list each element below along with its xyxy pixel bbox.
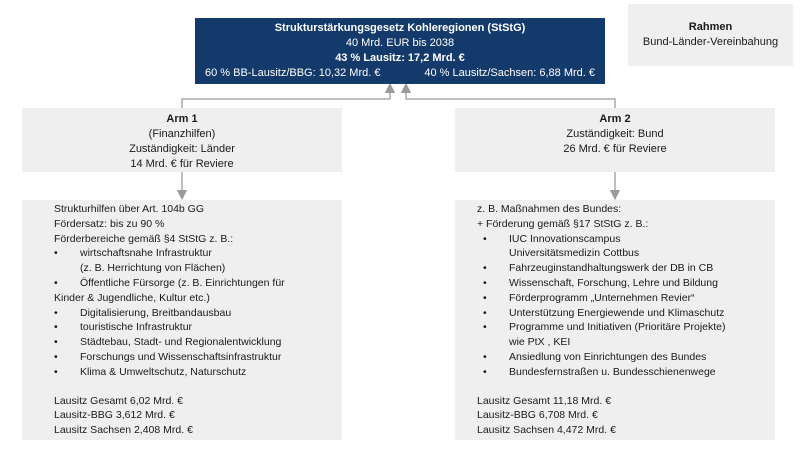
rahmen-text: Bund-Länder-Vereinbahung xyxy=(642,36,779,48)
list-item: • Programme und Initiativen (Prioritäre Projekte) xyxy=(483,321,726,334)
list-item: • Bundesfernstraßen u. Bundesschienenwege xyxy=(483,365,716,378)
arm1-box xyxy=(22,108,342,172)
list-item: • Ansiedlung von Einrichtungen des Bundes xyxy=(483,350,707,363)
arm1-intro-2: Fördersatz: bis zu 90 % xyxy=(54,217,165,230)
list-item: • Förderprogramm „Unternehmen Revier“ xyxy=(483,291,695,304)
ststg-total: 40 Mrd. EUR bis 2038 xyxy=(345,37,455,49)
list-item-continuation: wie PtX , KEI xyxy=(509,336,571,349)
arm1-total-sachsen: Lausitz Sachsen 2,408 Mrd. € xyxy=(54,424,193,437)
arm1-intro-1: Strukturhilfen über Art. 104b GG xyxy=(54,203,204,215)
arm2-total-bbg: Lausitz-BBG 6,708 Mrd. € xyxy=(477,409,598,422)
ststg-bb-share: 60 % BB-Lausitz/BBG: 10,32 Mrd. € xyxy=(205,67,381,79)
ststg-title: Strukturstärkungsgesetz Kohleregionen (StStG) xyxy=(274,22,526,34)
list-item: • touristische Infrastruktur xyxy=(54,321,193,334)
arm2-title: Arm 2 xyxy=(599,113,631,125)
list-item: • IUC Innovationscampus xyxy=(483,232,621,245)
arm1-line3: 14 Mrd. € für Reviere xyxy=(130,158,234,170)
list-item: • Digitalisierung, Breitbandausbau xyxy=(54,306,232,319)
arm2-line1: Zuständigkeit: Bund xyxy=(566,128,664,140)
list-item: • Fahrzeuginstandhaltungswerk der DB in CB xyxy=(483,262,714,275)
list-item-continuation: Kinder & Jugendliche, Kultur etc.) xyxy=(54,291,210,304)
list-item: • Forschungs und Wissenschaftsinfrastruktur xyxy=(54,350,282,363)
list-item: • Öffentliche Fürsorge (z. B. Einrichtungen für xyxy=(54,276,285,289)
list-item: • wirtschaftsnahe Infrastruktur xyxy=(54,247,212,260)
rahmen-box xyxy=(628,4,793,66)
connector-arm2-to-top xyxy=(406,88,615,108)
arm2-total-sachsen: Lausitz Sachsen 4,472 Mrd. € xyxy=(477,424,616,437)
arm2-intro-1: z. B. Maßnahmen des Bundes: xyxy=(477,203,622,215)
arm1-title: Arm 1 xyxy=(166,113,198,125)
arm2-total-gesamt: Lausitz Gesamt 11,18 Mrd. € xyxy=(477,394,612,407)
ststg-sachsen-share: 40 % Lausitz/Sachsen: 6,88 Mrd. € xyxy=(424,67,595,79)
arm2-details-box xyxy=(455,200,775,440)
list-item: • Klima & Umweltschutz, Naturschutz xyxy=(54,365,247,378)
arm2-line2: 26 Mrd. € für Reviere xyxy=(563,143,667,155)
arm2-box xyxy=(455,108,775,172)
list-item: • Unterstützung Energiewende und Klimaschutz xyxy=(483,306,725,319)
arm1-intro-3: Förderbereiche gemäß §4 StStG z. B.: xyxy=(54,232,234,245)
arm1-total-gesamt: Lausitz Gesamt 6,02 Mrd. € xyxy=(54,394,183,407)
list-item: • Städtebau, Stadt- und Regionalentwicklung xyxy=(54,336,282,349)
list-item-continuation: Universitätsmedizin Cottbus xyxy=(509,247,640,260)
arm1-details-box xyxy=(22,200,342,440)
ststg-header-box xyxy=(195,18,605,84)
list-item-continuation: (z. B. Herrichtung von Flächen) xyxy=(80,262,226,275)
arm1-line2: Zuständigkeit: Länder xyxy=(129,143,235,155)
rahmen-title: Rahmen xyxy=(688,21,733,33)
list-item: • Wissenschaft, Forschung, Lehre und Bildung xyxy=(483,276,718,289)
ststg-lausitz-share: 43 % Lausitz: 17,2 Mrd. € xyxy=(335,52,465,64)
arm1-total-bbg: Lausitz-BBG 3,612 Mrd. € xyxy=(54,409,175,422)
arm2-intro-2: + Förderung gemäß §17 StStG z. B.: xyxy=(477,217,649,230)
connector-arm1-to-top xyxy=(182,88,390,108)
arm1-line1: (Finanzhilfen) xyxy=(148,128,216,140)
